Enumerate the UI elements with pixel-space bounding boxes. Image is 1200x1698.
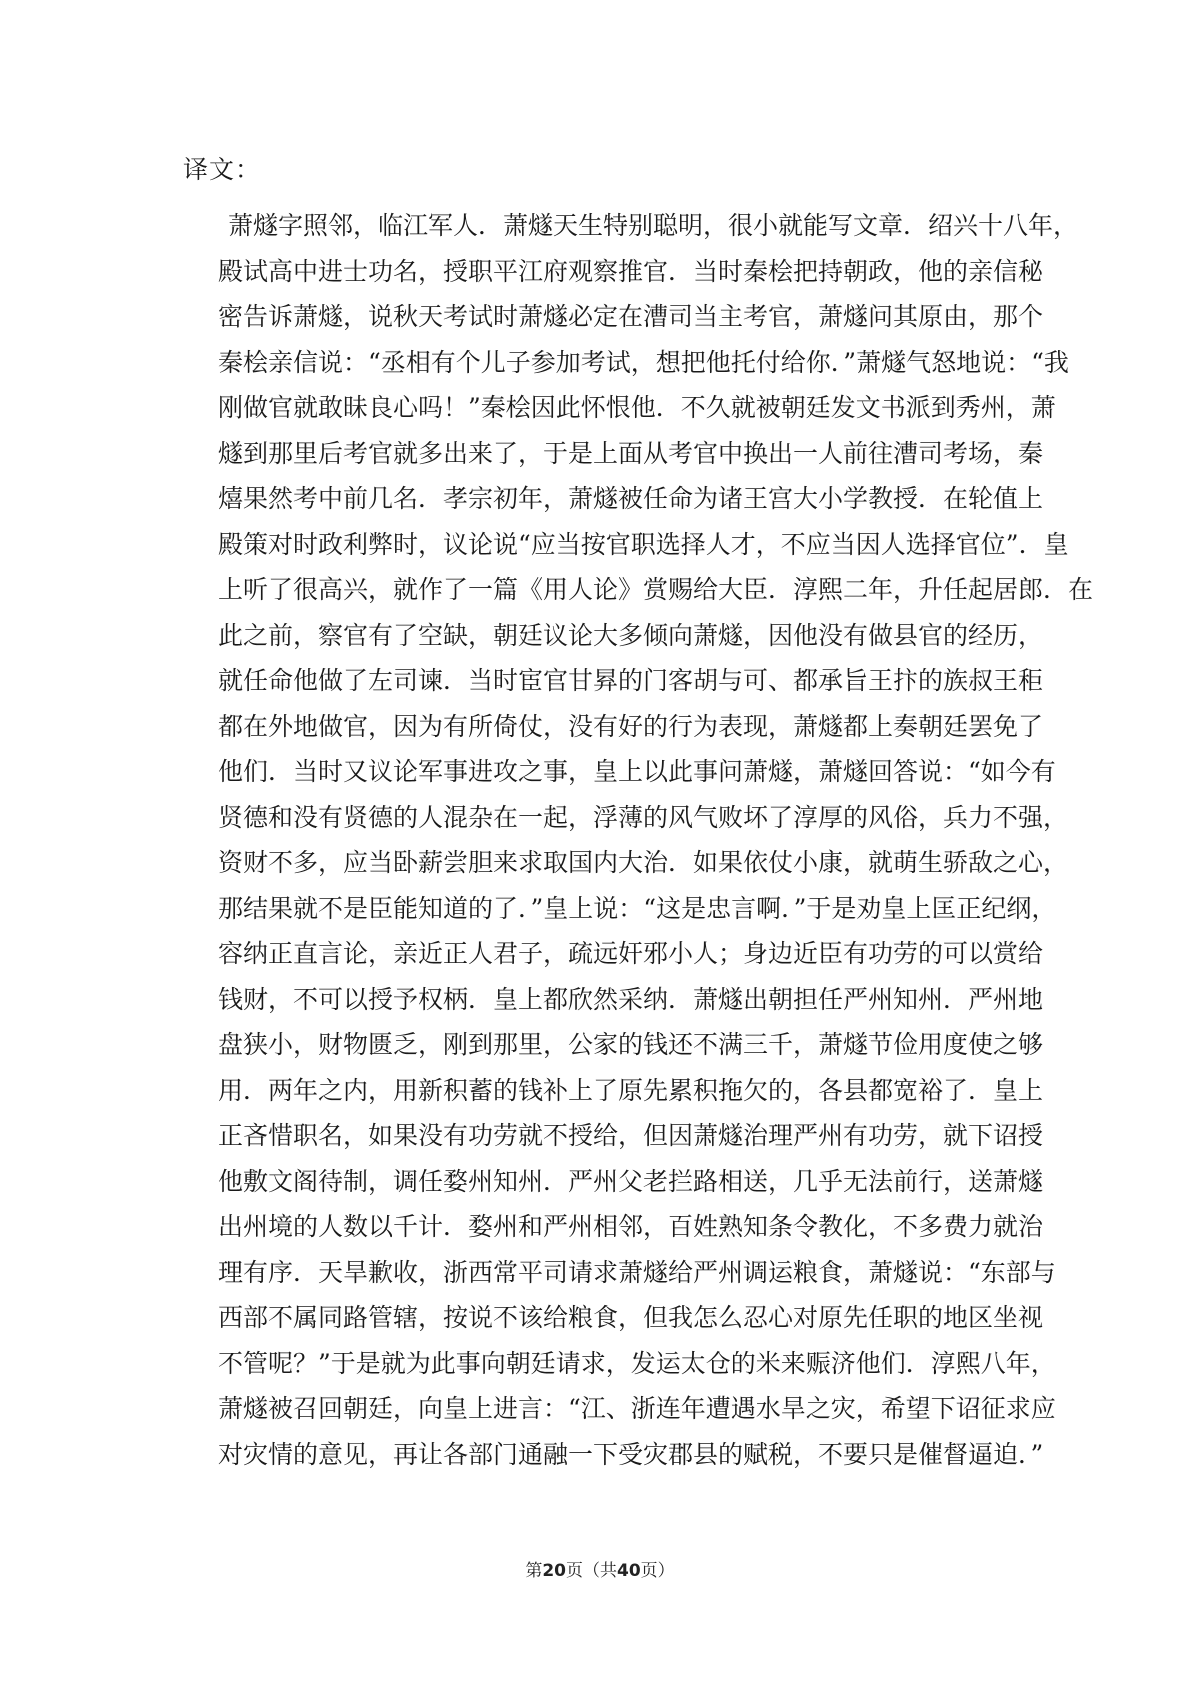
text-line: 刚做官就敢昧良心吗！”秦桧因此怀恨他．不久就被朝廷发文书派到秀州，萧 (218, 393, 1056, 422)
text-line: 殿试高中进士功名，授职平江府观察推官．当时秦桧把持朝政，他的亲信秘 (218, 256, 1044, 286)
text-line: 那结果就不是臣能知道的了．”皇上说：“这是忠言啊．”于是劝皇上匡正纪纲， (218, 893, 1057, 923)
text-line: 盘狭小，财物匮乏，刚到那里，公家的钱还不满三千，萧燧节俭用度使之够 (218, 1030, 1044, 1059)
text-line: 不管呢？”于是就为此事向朝廷请求，发运太仓的米来赈济他们．淳熙八年， (218, 1348, 1056, 1378)
text-line: 他们．当时又议论军事进攻之事，皇上以此事问萧燧，萧燧回答说：“如今有 (218, 757, 1056, 786)
text-line: 贤德和没有贤德的人混杂在一起，浮薄的风气败坏了淳厚的风俗，兵力不强， (218, 802, 1069, 832)
text-line: 资财不多，应当卧薪尝胆来求取国内大治．如果依仗小康，就萌生骄敌之心， (218, 848, 1069, 877)
text-line: 燧到那里后考官就多出来了，于是上面从考官中换出一人前往漕司考场，秦 (218, 438, 1044, 468)
text-line: 殿策对时政利弊时，议论说“应当按官职选择人才，不应当因人选择官位”．皇 (218, 529, 1069, 559)
page-total: 40 (617, 1561, 641, 1581)
footer-prefix: 第 (525, 1561, 543, 1581)
footer-suffix: 页） (640, 1561, 675, 1581)
text-line: 上听了很高兴，就作了一篇《用人论》赏赐给大臣．淳熙二年，升任起居郎．在 (218, 575, 1094, 604)
page-number: 20 (542, 1561, 566, 1581)
text-line: 此之前，察官有了空缺，朝廷议论大多倾向萧燧，因他没有做县官的经历， (218, 620, 1044, 650)
text-line: 出州境的人数以千计．婺州和严州相邻，百姓熟知条令教化，不多费力就治 (218, 1212, 1044, 1241)
text-line: 密告诉萧燧，说秋天考试时萧燧必定在漕司当主考官，萧燧问其原由，那个 (218, 302, 1044, 331)
translation-body (218, 203, 1094, 1477)
text-line: 西部不属同路管辖，按说不该给粮食，但我怎么忍心对原先任职的地区坐视 (218, 1303, 1044, 1332)
text-line: 他敷文阁待制，调任婺州知州．严州父老拦路相送，几乎无法前行，送萧燧 (218, 1166, 1044, 1196)
text-line: 萧燧字照邻，临江军人．萧燧天生特别聪明，很小就能写文章．绍兴十八年， (228, 211, 1079, 240)
text-line: 正吝惜职名，如果没有功劳就不授给，但因萧燧治理严州有功劳，就下诏授 (218, 1121, 1044, 1150)
translation-heading: 译文： (183, 155, 262, 184)
footer-middle: 页（共 (566, 1561, 617, 1581)
text-line: 理有序．天旱歉收，浙西常平司请求萧燧给严州调运粮食，萧燧说：“东部与 (218, 1257, 1056, 1287)
text-line: 就任命他做了左司谏．当时宦官甘昪的门客胡与可、都承旨王抃的族叔王秬 (218, 666, 1044, 695)
text-line: 萧燧被召回朝廷，向皇上进言：“江、浙连年遭遇水旱之灾，希望下诏征求应 (218, 1394, 1056, 1423)
text-line: 用．两年之内，用新积蓄的钱补上了原先累积拖欠的，各县都宽裕了．皇上 (218, 1075, 1044, 1105)
text-line: 秦桧亲信说：“丞相有个儿子参加考试，想把他托付给你．”萧燧气怒地说：“我 (218, 347, 1069, 377)
text-line: 都在外地做官，因为有所倚仗，没有好的行为表现，萧燧都上奏朝廷罢免了 (218, 711, 1044, 741)
text-line: 钱财，不可以授予权柄．皇上都欣然采纳．萧燧出朝担任严州知州．严州地 (218, 984, 1044, 1014)
text-line: 对灾情的意见，再让各部门通融一下受灾郡县的赋税，不要只是催督逼迫．” (218, 1439, 1044, 1469)
page-footer (0, 1559, 1200, 1583)
text-line: 熺果然考中前几名．孝宗初年，萧燧被任命为诸王宫大小学教授．在轮值上 (218, 484, 1044, 513)
text-line: 容纳正直言论，亲近正人君子，疏远奸邪小人；身边近臣有功劳的可以赏给 (218, 939, 1044, 968)
